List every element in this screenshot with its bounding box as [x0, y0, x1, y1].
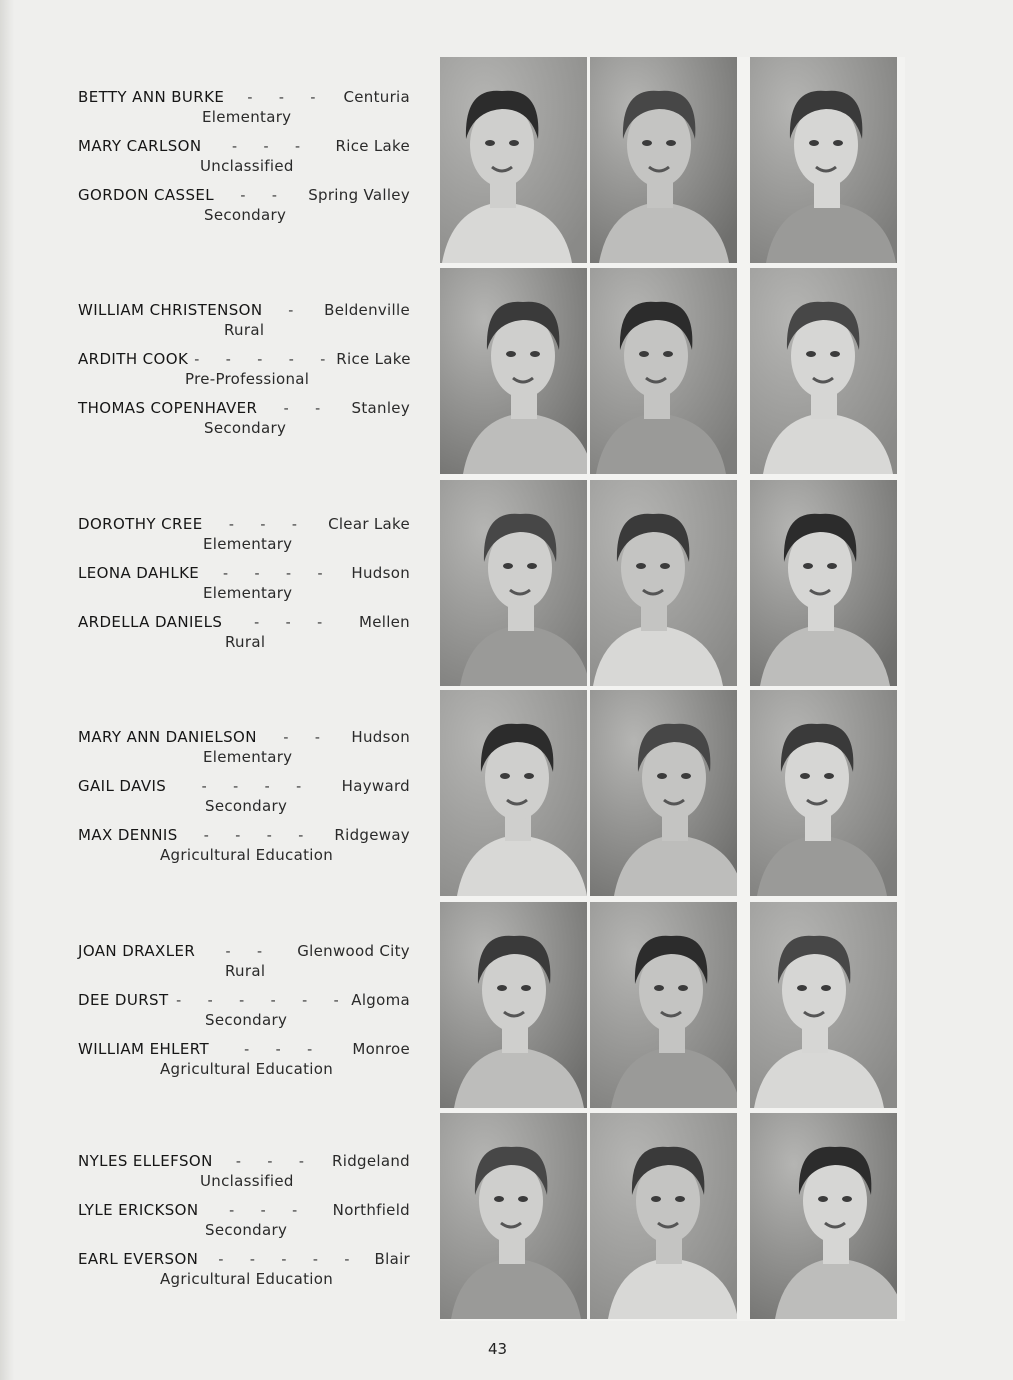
student-course: Secondary: [204, 419, 287, 437]
student-course: Rural: [224, 321, 265, 339]
leader-dashes: - - -: [244, 1042, 324, 1058]
student-course: Agricultural Education: [160, 1060, 333, 1078]
student-entry: [78, 1250, 410, 1294]
student-name: GORDON CASSEL: [78, 186, 215, 204]
student-hometown: Mellen: [358, 613, 410, 631]
student-portrait-photo: [590, 268, 737, 474]
student-name: NYLES ELLEFSON: [78, 1152, 213, 1170]
student-hometown: Hudson: [351, 728, 410, 746]
student-group: [78, 942, 410, 1112]
student-name: LYLE ERICKSON: [78, 1201, 199, 1219]
student-name: ARDELLA DANIELS: [78, 613, 223, 631]
student-name: GAIL DAVIS: [78, 777, 167, 795]
student-name: WILLIAM CHRISTENSON: [78, 301, 263, 319]
student-entry: [78, 564, 410, 608]
student-group: [78, 1152, 410, 1322]
student-portrait-photo: [590, 480, 737, 686]
leader-dashes: - -: [283, 401, 332, 417]
student-hometown: Northfield: [332, 1201, 410, 1219]
leader-dashes: -: [288, 303, 305, 319]
student-portrait-photo: [440, 268, 587, 474]
leader-dashes: - -: [283, 730, 331, 746]
student-listing: [78, 88, 410, 1308]
leader-dashes: - - - - -: [194, 352, 337, 368]
leader-dashes: - - - -: [201, 779, 313, 795]
student-portrait-photo: [750, 480, 897, 686]
student-name: JOAN DRAXLER: [78, 942, 196, 960]
student-course: Elementary: [203, 748, 293, 766]
student-course: Rural: [225, 633, 266, 651]
student-entry: [78, 942, 410, 986]
student-entry: [78, 137, 410, 181]
student-portrait-photo: [590, 1113, 737, 1319]
leader-dashes: - -: [225, 944, 273, 960]
student-portrait-photo: [750, 902, 897, 1108]
student-course: Elementary: [203, 535, 293, 553]
leader-dashes: - - -: [254, 615, 334, 631]
student-hometown: Hudson: [351, 564, 410, 582]
student-entry: [78, 1152, 410, 1196]
student-course: Rural: [225, 962, 266, 980]
leader-dashes: - - -: [235, 1154, 315, 1170]
student-portrait-photo: [750, 57, 897, 263]
student-group: [78, 301, 410, 471]
student-portrait-photo: [590, 690, 737, 896]
student-course: Agricultural Education: [160, 1270, 333, 1288]
student-entry: [78, 186, 410, 230]
student-hometown: Rice Lake: [335, 137, 410, 155]
page-binding-shadow: [0, 0, 14, 1380]
student-entry: [78, 1040, 410, 1084]
leader-dashes: - -: [240, 188, 288, 204]
leader-dashes: - - -: [229, 1203, 309, 1219]
student-hometown: Rice Lake: [336, 350, 411, 368]
student-name: MAX DENNIS: [78, 826, 178, 844]
student-name: THOMAS COPENHAVER: [78, 399, 258, 417]
student-portrait-photo: [750, 1113, 897, 1319]
student-hometown: Spring Valley: [308, 186, 410, 204]
student-name: DEE DURST: [78, 991, 169, 1009]
page-number: 43: [487, 1340, 508, 1358]
leader-dashes: - - - -: [203, 828, 315, 844]
student-name: MARY CARLSON: [78, 137, 202, 155]
student-entry: [78, 1201, 410, 1245]
student-name: EARL EVERSON: [78, 1250, 199, 1268]
student-course: Secondary: [205, 1221, 288, 1239]
student-hometown: Ridgeway: [334, 826, 410, 844]
student-hometown: Stanley: [351, 399, 410, 417]
student-hometown: Monroe: [352, 1040, 410, 1058]
student-course: Secondary: [205, 797, 288, 815]
portrait-grid: [440, 57, 905, 1321]
student-hometown: Algoma: [351, 991, 410, 1009]
student-portrait-photo: [440, 480, 587, 686]
student-portrait-photo: [750, 268, 897, 474]
student-entry: [78, 350, 410, 394]
student-entry: [78, 991, 410, 1035]
student-course: Elementary: [202, 108, 292, 126]
student-hometown: Hayward: [341, 777, 410, 795]
student-name: WILLIAM EHLERT: [78, 1040, 210, 1058]
student-hometown: Ridgeland: [332, 1152, 410, 1170]
student-entry: [78, 399, 410, 443]
student-hometown: Beldenville: [324, 301, 410, 319]
student-hometown: Centuria: [343, 88, 410, 106]
student-portrait-photo: [440, 690, 587, 896]
student-name: ARDITH COOK: [78, 350, 189, 368]
student-hometown: Blair: [374, 1250, 410, 1268]
student-course: Pre-Professional: [185, 370, 310, 388]
student-entry: [78, 613, 410, 657]
student-hometown: Clear Lake: [328, 515, 410, 533]
leader-dashes: - - - - -: [218, 1252, 361, 1268]
leader-dashes: - - -: [231, 139, 312, 155]
student-portrait-photo: [590, 902, 737, 1108]
leader-dashes: - - - - - -: [176, 993, 350, 1009]
student-entry: [78, 826, 410, 870]
student-course: Unclassified: [200, 1172, 294, 1190]
student-name: DOROTHY CREE: [78, 515, 203, 533]
student-course: Secondary: [204, 206, 287, 224]
student-entry: [78, 728, 410, 772]
student-entry: [78, 777, 410, 821]
student-portrait-photo: [440, 57, 587, 263]
leader-dashes: - - - -: [223, 566, 334, 582]
student-name: BETTY ANN BURKE: [78, 88, 225, 106]
student-entry: [78, 88, 410, 132]
student-portrait-photo: [440, 1113, 587, 1319]
student-course: Elementary: [203, 584, 293, 602]
student-hometown: Glenwood City: [297, 942, 410, 960]
student-course: Secondary: [205, 1011, 288, 1029]
student-group: [78, 728, 410, 898]
student-name: LEONA DAHLKE: [78, 564, 200, 582]
student-name: MARY ANN DANIELSON: [78, 728, 257, 746]
student-group: [78, 515, 410, 685]
student-portrait-photo: [750, 690, 897, 896]
student-portrait-photo: [440, 902, 587, 1108]
student-entry: [78, 515, 410, 559]
student-course: Unclassified: [200, 157, 294, 175]
leader-dashes: - - -: [247, 90, 327, 106]
leader-dashes: - - -: [228, 517, 308, 533]
student-group: [78, 88, 410, 258]
student-entry: [78, 301, 410, 345]
student-course: Agricultural Education: [160, 846, 333, 864]
student-portrait-photo: [590, 57, 737, 263]
